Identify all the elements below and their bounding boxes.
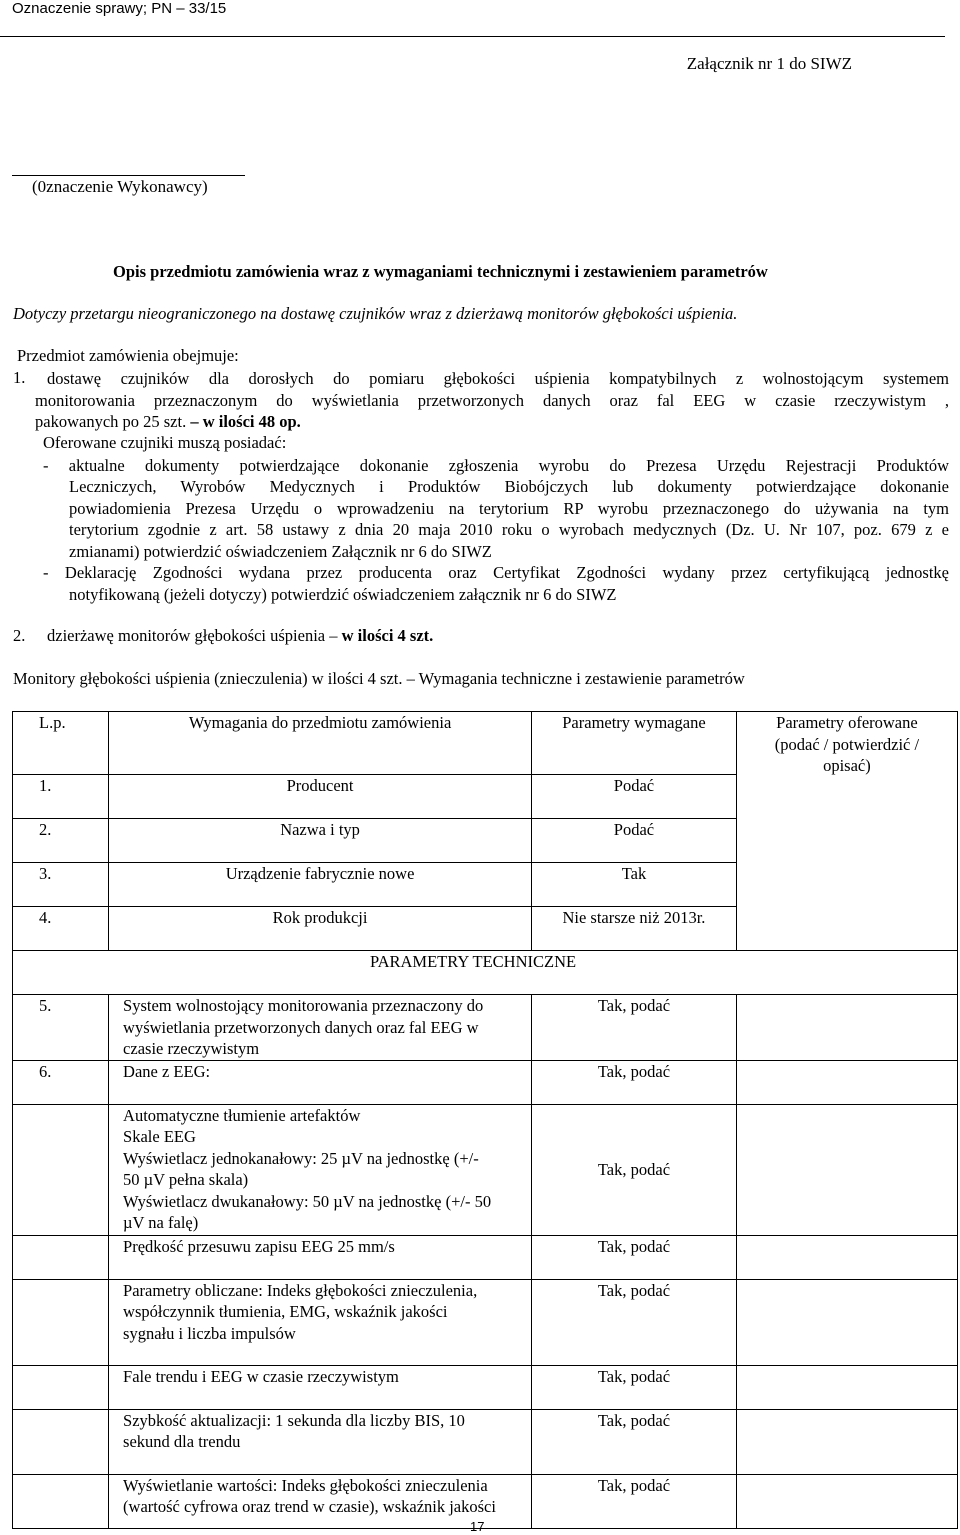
cell-offered-param: [736, 1235, 957, 1279]
requirement-line: µV na falę): [123, 1213, 199, 1232]
cell-requirement: [109, 1474, 532, 1528]
item-1-line-text: pakowanych po 25 szt.: [35, 412, 187, 431]
cell-lp: 2.: [13, 819, 109, 863]
item-1-number: 1.: [13, 368, 26, 387]
cell-requirement: Nazwa i typ: [109, 819, 532, 863]
section-technical-params: [13, 951, 958, 995]
offered-bullet-2: [69, 584, 949, 606]
cell-lp: 5.: [13, 995, 109, 1061]
table-row: [13, 1365, 958, 1409]
cell-required-param: Tak, podać: [532, 1104, 737, 1235]
requirement-line: Szybkość aktualizacji: 1 sekunda dla liczby BIS, 10: [123, 1410, 465, 1430]
item-1-line-last: [35, 411, 949, 433]
cell-requirement: [109, 995, 532, 1061]
offered-bullet-1-line: powiadomienia Prezesa Urzędu o wprowadzeniu na terytorium RP wyrobu przeznaczonego do używania na tym: [69, 498, 949, 518]
requirement-line: System wolnostojący monitorowania przeznaczony do: [123, 996, 484, 1015]
cell-requirement: Fale trendu i EEG w czasie rzeczywistym: [109, 1365, 532, 1409]
cell-requirement: Dane z EEG:: [109, 1060, 532, 1104]
scope-label: Przedmiot zamówienia obejmuje:: [17, 346, 239, 365]
cell-offered-param: [736, 1104, 957, 1235]
item-1-quantity: – w ilości 48 op.: [186, 412, 301, 431]
table-row: [13, 995, 958, 1061]
cell-lp: [13, 1409, 109, 1474]
header-lp: L.p.: [13, 712, 109, 775]
offered-bullet-2-line: notyfikowaną (jeżeli dotyczy) potwierdzić oświadczeniem załącznik nr 6 do SIWZ: [69, 584, 617, 604]
section-row: [13, 951, 958, 995]
offered-bullet-1-line: terytorium zgodnie z art. 58 ustawy z dnia 20 maja 2010 roku o wyrobach medycznych (Dz. U. Nr 107, poz. 679 z e: [69, 520, 949, 539]
page-header: [0, 0, 945, 37]
cell-required-param: Nie starsze niż 2013r.: [532, 907, 737, 951]
cell-required-param: Podać: [532, 819, 737, 863]
document-title: Opis przedmiotu zamówienia wraz z wymaganiami technicznymi i zestawieniem parametrów: [113, 262, 768, 281]
cell-offered-param: [736, 1060, 957, 1104]
cell-lp: 1.: [13, 775, 109, 819]
case-reference: Oznaczenie sprawy; PN – 33/15: [12, 0, 227, 17]
requirement-line: wyświetlania przetworzonych danych oraz fal EEG w: [123, 1017, 479, 1037]
item-1-line: monitorowania przeznaczonym do wyświetlania przetworzonych danych oraz fal EEG w czasie rzeczywistym ,: [35, 390, 949, 410]
document-subtitle: Dotyczy przetargu nieograniczonego na dostawę czujników wraz z dzierżawą monitorów głębokości uśpienia.: [13, 304, 738, 323]
item-2-quantity: w ilości 4 szt.: [341, 626, 434, 645]
header-offered-line: (podać / potwierdzić /: [774, 734, 920, 754]
cell-required-param: Tak, podać: [532, 995, 737, 1061]
cell-requirement: Producent: [109, 775, 532, 819]
spec-table: [12, 711, 958, 1529]
cell-lp: [13, 1279, 109, 1365]
cell-requirement: [109, 1409, 532, 1474]
requirement-line: Parametry obliczane: Indeks głębokości znieczulenia,: [123, 1280, 478, 1300]
offered-bullet-1-line: Leczniczych, Wyrobów Medycznych i Produktów Biobójczych lub dokumenty potwierdzające dokonanie: [69, 477, 949, 496]
table-header-row: [13, 712, 958, 775]
header-offered-line: Parametry oferowane: [776, 713, 918, 732]
cell-requirement: [109, 1279, 532, 1365]
cell-lp: [13, 1365, 109, 1409]
cell-required-param: Tak: [532, 863, 737, 907]
offered-bullet-1: [69, 476, 949, 562]
requirement-line: Wyświetlacz dwukanałowy: 50 µV na jednostkę (+/- 50: [123, 1191, 492, 1211]
requirement-line: czasie rzeczywistym: [123, 1039, 260, 1058]
requirement-line: (wartość cyfrowa oraz trend w czasie), wskaźnik jakości: [123, 1497, 496, 1516]
cell-lp: [13, 1474, 109, 1528]
offered-bullet-2-line: - Deklarację Zgodności wydana przez producenta oraz Certyfikat Zgodności wydany przez certyfikującą jednostkę: [43, 563, 949, 582]
requirement-line: współczynnik tłumienia, EMG, wskaźnik jakości: [123, 1302, 448, 1321]
cell-lp: 4.: [13, 907, 109, 951]
table-row: [13, 1474, 958, 1528]
table-row: [13, 1409, 958, 1474]
header-offered-line: opisać): [823, 756, 871, 775]
requirement-line: 50 µV pełna skala): [123, 1170, 249, 1189]
attachment-label: Załącznik nr 1 do SIWZ: [686, 54, 852, 73]
page-number: 17: [470, 1519, 485, 1534]
cell-required-param: Podać: [532, 775, 737, 819]
table-row: [13, 1104, 958, 1235]
requirement-line: sekund dla trendu: [123, 1432, 241, 1451]
cell-lp: [13, 1235, 109, 1279]
cell-lp: 3.: [13, 863, 109, 907]
cell-required-param: Tak, podać: [532, 1409, 737, 1474]
header-required-params: Parametry wymagane: [532, 712, 737, 775]
header-offered-params: [736, 712, 957, 951]
cell-offered-param: [736, 1409, 957, 1474]
offered-bullet-1-line: - aktualne dokumenty potwierdzające dokonanie zgłoszenia wyrobu do Prezesa Urzędu Rejestracji Produktów: [43, 455, 949, 475]
offered-intro: Oferowane czujniki muszą posiadać:: [43, 433, 287, 452]
cell-required-param: Tak, podać: [532, 1365, 737, 1409]
requirement-line: Automatyczne tłumienie artefaktów: [123, 1105, 361, 1125]
offered-bullet-1-first: [43, 455, 949, 477]
table-row: [13, 1279, 958, 1365]
cell-requirement: [109, 1104, 532, 1235]
item-2-description: dzierżawę monitorów głębokości uśpienia –: [47, 626, 342, 645]
item-1-line: dostawę czujników dla dorosłych do pomiaru głębokości uśpienia kompatybilnych z wolnostojącym systemem: [47, 369, 949, 388]
requirement-line: Wyświetlanie wartości: Indeks głębokości znieczulenia: [123, 1475, 488, 1495]
cell-offered-param: [736, 1365, 957, 1409]
requirement-line: sygnału i liczba impulsów: [123, 1323, 296, 1343]
offered-bullet-1-line: zmianami) potwierdzić oświadczeniem Załącznik nr 6 do SIWZ: [69, 541, 492, 561]
cell-required-param: Tak, podać: [532, 1279, 737, 1365]
cell-required-param: Tak, podać: [532, 1235, 737, 1279]
cell-lp: 6.: [13, 1060, 109, 1104]
cell-required-param: Tak, podać: [532, 1060, 737, 1104]
requirement-line: Wyświetlacz jednokanałowy: 25 µV na jednostkę (+/-: [123, 1148, 479, 1168]
table-row: [13, 1060, 958, 1104]
requirement-line: Skale EEG: [123, 1127, 196, 1146]
cell-required-param: Tak, podać: [532, 1474, 737, 1528]
cell-offered-param: [736, 995, 957, 1061]
cell-requirement: Prędkość przesuwu zapisu EEG 25 mm/s: [109, 1235, 532, 1279]
item-1-text-cont: [35, 390, 949, 433]
offered-bullet-2-first: [43, 562, 949, 584]
item-1-text: [47, 368, 949, 390]
cell-requirement: Urządzenie fabrycznie nowe: [109, 863, 532, 907]
item-2-text: [47, 626, 433, 646]
header-requirements: Wymagania do przedmiotu zamówienia: [109, 712, 532, 775]
monitors-heading: Monitory głębokości uśpienia (znieczulenia) w ilości 4 szt. – Wymagania techniczne i zestawienie parametrów: [13, 669, 745, 688]
cell-lp: [13, 1104, 109, 1235]
signature-line: [12, 175, 245, 176]
cell-requirement: Rok produkcji: [109, 907, 532, 951]
cell-offered-param: [736, 1474, 957, 1528]
cell-offered-param: [736, 1279, 957, 1365]
section-label: PARAMETRY TECHNICZNE: [369, 952, 577, 971]
contractor-label: (0znaczenie Wykonawcy): [32, 177, 208, 196]
item-2-number: 2.: [13, 626, 26, 645]
table-row: [13, 1235, 958, 1279]
